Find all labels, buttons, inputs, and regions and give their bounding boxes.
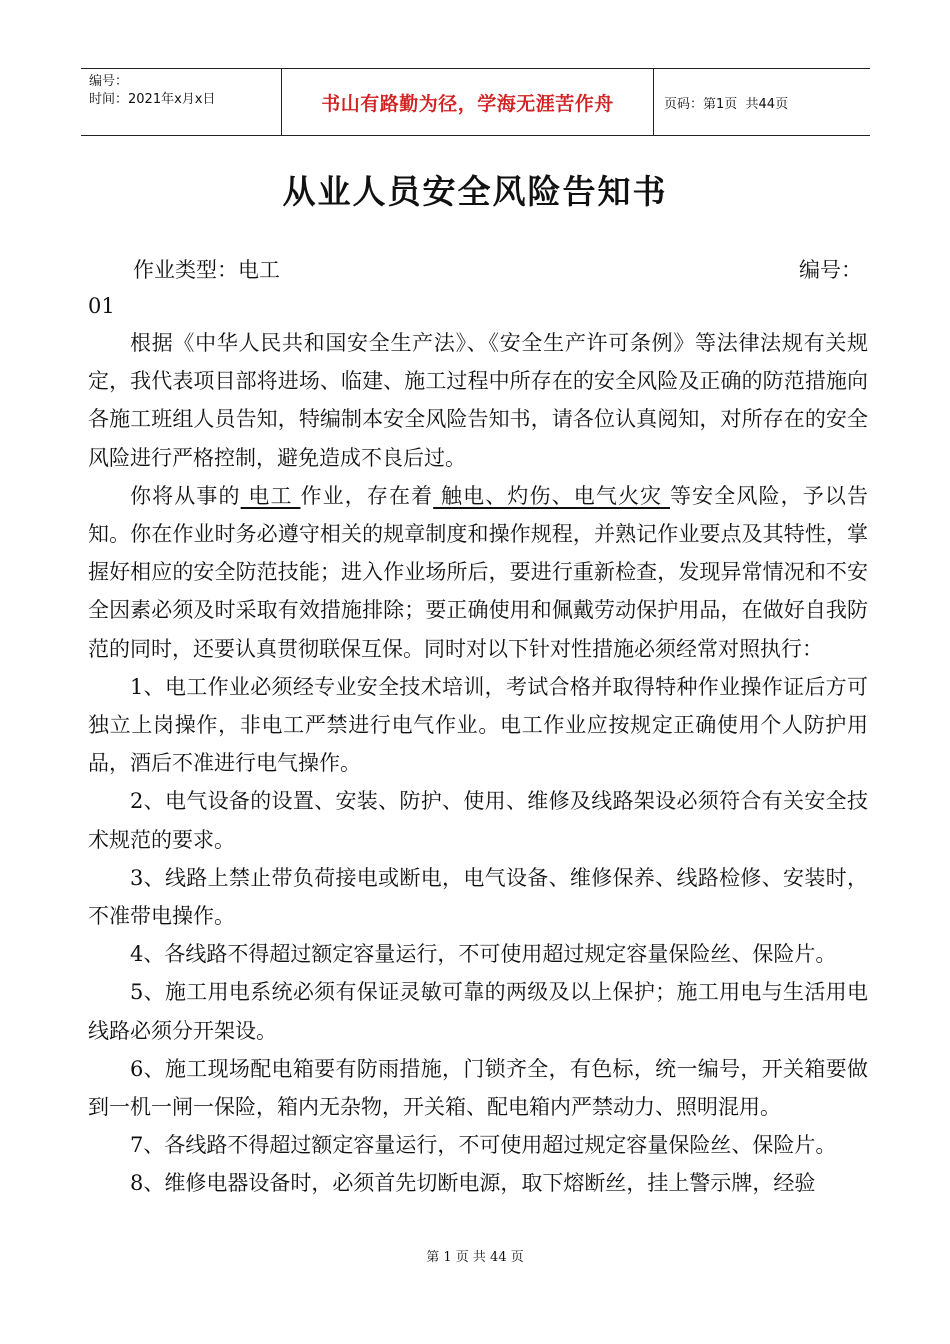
header-number-label: 编号：	[89, 74, 129, 89]
header-left-cell	[81, 69, 282, 135]
list-item: 2、电气设备的设置、安装、防护、使用、维修及线路架设必须符合有关安全技术规范的要求。	[88, 789, 868, 852]
notice-suffix: 等安全风险，予以告知。你在作业时务必遵守相关的规章制度和操作规程，并熟记作业要点及其特性，掌握好相应的安全防范技能；进入作业场所后，要进行重新检查，发现异常情况和不安全因素必须及时采取有效措施排除；要正确使用和佩戴劳动保护用品，在做好自我防范的同时，还要认真贯彻联保互保。同时对以下针对性措施必须经常对照执行：	[88, 483, 869, 661]
list-item: 6、施工现场配电箱要有防雨措施，门锁齐全，有色标，统一编号，开关箱要做到一机一闸一保险，箱内无杂物，开关箱、配电箱内严禁动力、照明混用。	[88, 1056, 868, 1120]
meta-line	[133, 252, 862, 288]
risks-underlined: 触电、灼伤、电气火灾	[433, 483, 671, 508]
header-right-cell	[654, 69, 870, 135]
document-title: 从业人员安全风险告知书	[282, 172, 668, 211]
notice-prefix: 你将从事的	[130, 483, 241, 508]
meta-number-label: 编号：	[799, 258, 862, 282]
header-page-info: 页码：第1页 共44页	[664, 96, 789, 112]
document-body	[88, 324, 868, 1203]
paragraph-intro: 根据《中华人民共和国安全生产法》、《安全生产许可条例》等法律法规有关规定，我代表项目部将进场、临建、施工过程中所存在的安全风险及正确的防范措施向各施工班组人员告知，特编制本安全风险告知书，请各位认真阅知，对所存在的安全风险进行严格控制，避免造成不良后过。	[88, 331, 868, 470]
page-footer: 第 1 页 共 44 页	[426, 1250, 524, 1265]
list-item: 1、电工作业必须经专业安全技术培训，考试合格并取得特种作业操作证后方可独立上岗操作，非电工严禁进行电气作业。电工作业应按规定正确使用个人防护用品，酒后不准进行电气操作。	[88, 674, 868, 776]
list-item: 4、各线路不得超过额定容量运行，不可使用超过规定容量保险丝、保险片。	[130, 942, 837, 967]
list-item: 8、维修电器设备时，必须首先切断电源，取下熔断丝，挂上警示牌，经验	[130, 1171, 816, 1196]
meta-number-value: 01	[88, 294, 115, 318]
header-time: 时间：2021年x月x日	[89, 92, 216, 107]
header-table	[81, 68, 870, 136]
list-item: 3、线路上禁止带负荷接电或断电，电气设备、维修保养、线路检修、安装时，不准带电操作。	[88, 865, 868, 929]
paragraph-notice	[88, 477, 868, 668]
work-type: 作业类型：电工	[133, 258, 280, 282]
notice-mid: 作业，存在着	[300, 483, 434, 508]
header-motto: 书山有路勤为径，学海无涯苦作舟	[282, 69, 654, 135]
list-item: 7、各线路不得超过额定容量运行，不可使用超过规定容量保险丝、保险片。	[130, 1133, 837, 1158]
list-item: 5、施工用电系统必须有保证灵敏可靠的两级及以上保护；施工用电与生活用电线路必须分开架设。	[88, 980, 868, 1043]
job-type-underlined: 电工	[240, 483, 301, 508]
